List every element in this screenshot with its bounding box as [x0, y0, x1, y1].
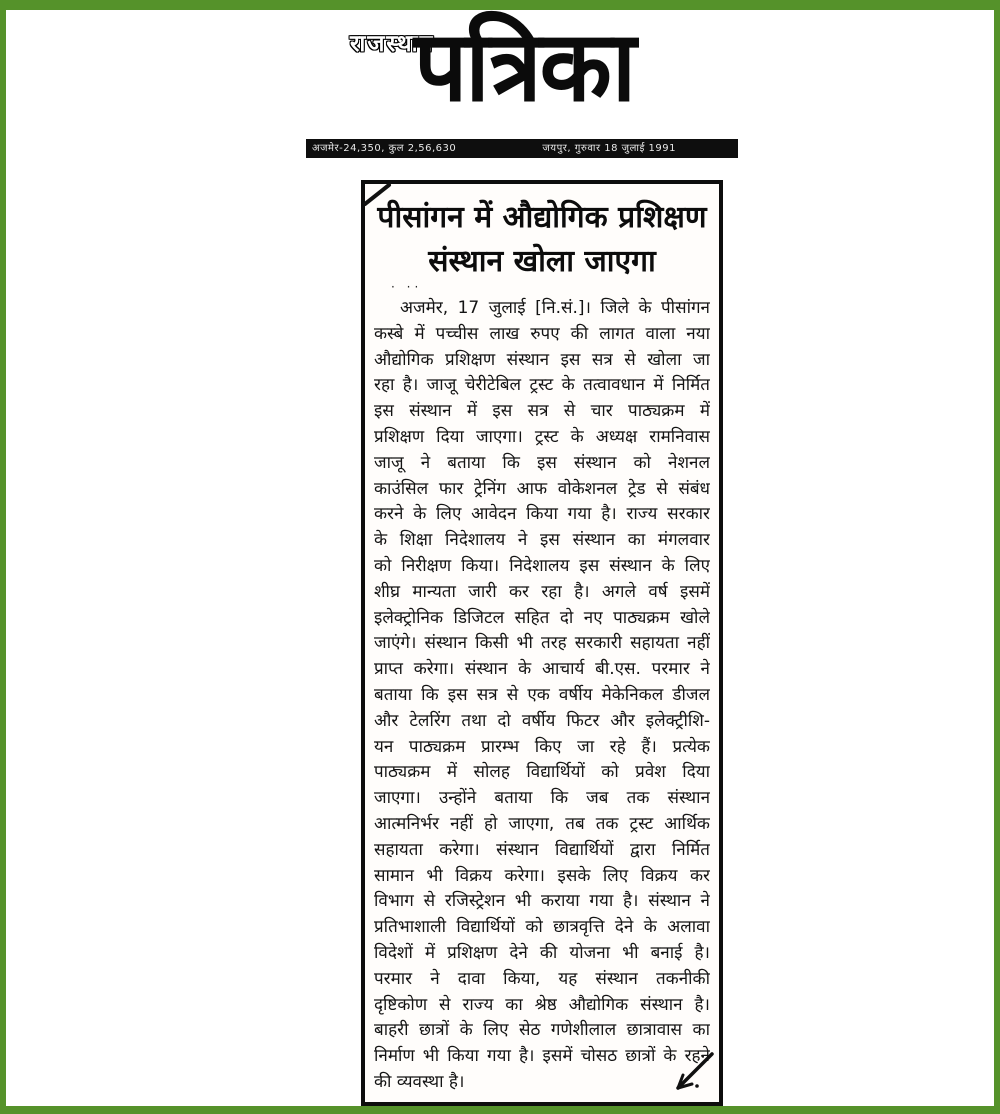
- article-body-line: प्राप्त करेगा। संस्थान के आचार्य बी.एस. परमार ने: [374, 659, 710, 680]
- article-body-line: कस्बे में पच्चीस लाख रुपए की लागत वाला नया: [374, 323, 710, 344]
- article-body-line: और टेलरिंग तथा दो वर्षीय फिटर और इलेक्ट्रीशि-: [374, 710, 710, 731]
- article-body-line: सहायता करेगा। संस्थान विद्यार्थियों द्वारा निर्मित: [374, 839, 710, 860]
- article-body-line: जाएंगे। संस्थान किसी भी तरह सरकारी सहायता नहीं: [374, 633, 710, 654]
- article-body-line: जाएगा। उन्होंने बताया कि जब तक संस्थान: [374, 788, 710, 809]
- pen-stroke-icon: [363, 182, 393, 212]
- article-body-line: बाहरी छात्रों के लिए सेठ गणेशीलाल छात्रावास का: [374, 1020, 710, 1041]
- article-body-line: प्रशिक्षण दिया जाएगा। ट्रस्ट के अध्यक्ष रामनिवास: [374, 426, 710, 447]
- masthead-title: पत्रिका: [414, 9, 635, 125]
- article-body-line: शीघ्र मान्यता जारी कर रहा है। अगले वर्ष इसमें: [374, 581, 710, 602]
- clip-bottom-rule: [359, 1110, 725, 1112]
- article-body-line: विभाग से रजिस्ट्रेशन भी कराया गया है। संस्थान ने: [374, 891, 710, 912]
- article-body-line: के शिक्षा निदेशालय ने इस संस्थान का मंगलवार: [374, 530, 710, 551]
- article-body-line: पाठ्यक्रम में सोलह विद्यार्थियों को प्रवेश दिया: [374, 762, 710, 783]
- masthead-kicker: राजस्थान: [350, 31, 435, 57]
- article-body-line: परमार ने दावा किया, यह संस्थान तकनीकी: [374, 968, 710, 989]
- article-body-line: सामान भी विक्रय करेगा। इसके लिए विक्रय कर: [374, 865, 710, 886]
- article-body-line: जाजू ने बताया कि इस संस्थान को नेशनल: [374, 452, 710, 473]
- article-body-line: आत्मनिर्भर नहीं हो जाएगा, तब तक ट्रस्ट आर्थिक: [374, 813, 710, 834]
- article-body-line: निर्माण भी किया गया है। इसमें चोसठ छात्रों के रहने: [374, 1046, 710, 1067]
- article-body-line: विदेशों में प्रशिक्षण देने की योजना भी बनाई है।: [374, 942, 710, 963]
- article-body-line: औद्योगिक प्रशिक्षण संस्थान इस सत्र से खोला जा: [374, 349, 710, 370]
- article-headline: [374, 196, 710, 284]
- article-body-line: इलेक्ट्रोनिक डिजिटल सहित दो नए पाठ्यक्रम खोले: [374, 607, 710, 628]
- article-body-line: दृष्टिकोण से राज्य का श्रेष्ठ औद्योगिक संस्थान है।: [374, 994, 710, 1015]
- article-body-line: को निरीक्षण किया। निदेशालय इस संस्थान के लिए: [374, 555, 710, 576]
- headline-line-2: संस्थान खोला जाएगा: [428, 244, 656, 279]
- article-body-line: अजमेर, 17 जुलाई [नि.सं.]। जिले के पीसांगन: [400, 298, 710, 318]
- article-body-line: यन पाठ्यक्रम प्रारम्भ किए जा रहे हैं। प्रत्येक: [374, 736, 710, 757]
- article-body-line: इस संस्थान में इस सत्र से चार पाठ्यक्रम में: [374, 401, 710, 422]
- article-body-line: की व्यवस्था है।: [374, 1071, 465, 1092]
- article-body-line: बताया कि इस सत्र से एक वर्षीय मेकेनिकल डीजल: [374, 684, 710, 705]
- edition-date-text: जयपुर, गुरुवार 18 जुलाई 1991: [542, 143, 676, 154]
- circulation-text: अजमेर-24,350, कुल 2,56,630: [312, 143, 457, 154]
- pen-arrow-icon: [666, 1050, 718, 1100]
- ink-specks: · ··: [391, 280, 423, 294]
- article-body-line: करने के लिए आवेदन किया गया है। राज्य सरकार: [374, 504, 710, 525]
- article-body-line: काउंसिल फार ट्रेनिंग आफ वोकेशनल ट्रेड से संबंध: [374, 478, 710, 499]
- circulation-bar: [306, 139, 738, 158]
- article-body-line: रहा है। जाजू चेरीटेबिल ट्रस्ट के तत्वावधान में निर्मित: [374, 375, 710, 396]
- article-body: [374, 296, 710, 1096]
- article-body-line: प्रतिभाशाली विद्यार्थियों को छात्रवृत्ति देने के अलावा: [374, 917, 710, 938]
- article-clipping: [361, 180, 723, 1106]
- headline-line-1: पीसांगन में औद्योगिक प्रशिक्षण: [377, 200, 707, 235]
